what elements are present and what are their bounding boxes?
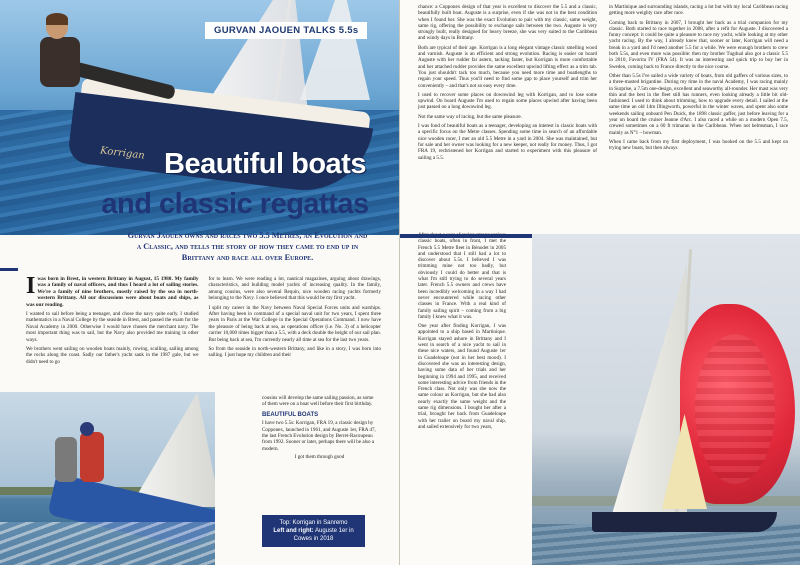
paragraph: cousins will develop the same sailing passion, as some of them were on a boat well before their first birthday.: [262, 395, 374, 408]
caption-bottom: Auguste 1er in Cowes in 2018: [293, 528, 354, 542]
right-column-1-continued: [418, 232, 506, 430]
paragraph: One year after finding Korrigan, I was appointed to a ship based in Martinique. Korrigan stayed ashore in Brittany and I went in search of a nice yacht to sail in these nice waters, and found Auguste 1er in Guadeloupe (not in her best mood). I discovered she was an interesting design, having some data of her trials and her beginning in 1994 and 1995, and received some interesting advice from friends in the French class. Not only was she now the same colour as Korrigan, but she had also nearly exactly the same weight and the same rig dimensions. I bought her after a trial, brought her back from Guadeloupe with her trailer on board my naval ship, and sailed extensively for two years,: [418, 323, 506, 430]
right-column-1: [418, 4, 597, 164]
column-1: [26, 273, 199, 380]
background-sail: [300, 0, 370, 100]
caption-top: Top: Korrigan in Sanremo: [279, 520, 348, 526]
right-body-columns: [418, 4, 788, 164]
paragraph: in Martinique and surrounding islands, racing a lot but with my local Caribbean racing getting more weighty race after race.: [609, 4, 788, 17]
subheading: BEAUTIFUL BOATS: [262, 411, 319, 418]
photo-auguste-spinnaker: [532, 234, 800, 565]
drop-cap: I: [26, 273, 36, 299]
photo-auguste-1er: [0, 392, 215, 565]
caption-label: Left and right:: [273, 528, 314, 534]
spray: [0, 522, 215, 565]
paragraph: Not the same way of racing, but the same pleasure.: [418, 113, 522, 120]
accent-rule: [0, 268, 18, 271]
hull: [592, 512, 777, 532]
paragraph: I wanted to sail before being a teenager, and chose the navy quite early. I studied mathematics in a Naval College by the seaside in Brest, and passed the exam for the Naval Academy in 2000. Otherwise I would have chosen the merchant navy. The most important thing was to sail, but the Navy also provided me training in other ways.: [26, 311, 199, 343]
standfirst: Gurvan Jaouen owns and races two 5.5 Metres, an Evolution and a Classic, and tells the story of how they came to end up in Brittany and race all over Europe.: [127, 231, 368, 262]
helmet: [80, 422, 94, 436]
headline-line-1: Beautiful boats: [164, 148, 366, 180]
photo-caption-box: [262, 515, 365, 547]
lead-paragraph: was born in Brest, in western Brittany in August, 15 1980. My family was a family of naval officers, and thus I heard a lot of sailing stories. We're a family of nine brothers, mostly raised by the sea in north-western Brittany. All our discussions were about boats and ships, as was our reading.: [26, 276, 199, 308]
paragraph: I used to recover some places on downwind leg with Korrigan, and to lose some upwind. On board Auguste I'm used to regain some places upwind after having been just passed on a long downwind leg.: [418, 91, 597, 111]
paragraph: I got them through good: [294, 454, 345, 461]
hull-name: Korrigan: [99, 145, 146, 162]
article-kicker: GURVAN JAOUEN TALKS 5.5s: [205, 22, 367, 39]
right-column-2: [609, 4, 788, 164]
paragraph: Coming back to Brittany in 2007, I brought her back as a trial companion for my classic. Both started to race together in 2008, after a refit for Auguste. I discovered a funny concept: it could be quite a pleasure to race my yacht, while looking at my other yacht racing. By the way, I already knew that, sooner or later, Korrigan will need a break in a yard and I'd need another 5.5 for a while. We were enough brothers to crew both 5.5s, and even more was possible: then my brother Tugdual also got a classic 5.5 in 2010, Favorita IV (FRA 54). It was an interesting and quick trip to buy her in Sweden, coming back to France directly to the nice course.: [609, 19, 788, 70]
paragraph: for to learn. We were reading a lot, nautical magazines, arguing about drawings, characteristics, and building model yachts of increasing quality. In the family, among cousins, were also several Requin, nice wooden racing yachts formerly belonging to the Navy. I once believed that this would be my first yacht.: [208, 276, 381, 302]
column-3: [262, 395, 377, 461]
paragraph: I split my career in the Navy between Naval Special Forces units and warships. After having been in command of a special naval unit for two years, I spent three years in Paris at the War College in the Special Operations Command. I now have the pleasure of being back at sea, as operations officer (i.e. No. 3) of a helicopter carrier 10,000 times bigger than a 5.5, with a deck double the height of our sail plan. But being back at sea, I'm currently nearly all time at sea for the last two years.: [208, 304, 381, 343]
paragraph: Other than 5.5s I've sailed a wide variety of boats, from old gaffers of various sizes, to a three-masted brigantine. During my time in the naval Academy, I was racing mainly in Surprise, a 7.5m one-design, excellent and seaworthy all-rounder. Her mast was very thin and the best in the fleet still has runners, even looking already a little bit old-fashioned. I used to think about trimming, how to upgrade every detail. I sailed at the same time an old 14m Illingworth, powerful in the winter waves, and spent also some weekends sailing onboard Pen Duick, the 1898 classic gaffer, just before leaving for a year on board the cruiser Jeanne d'Arc. I also raced a while on a modern Open 7.5, crewed sometimes on a 60 ft trimaran in the Caribbean. When not helmsman, I race mainly as N°1 – bowman.: [609, 72, 788, 136]
paragraph: I have two 5.5s: Korrigan, FRA 19, a classic design by Copponex, launched in 1961, and Auguste 1er, FRA 47, the last French Evolution design by Berret-Racoupeau from 1992. Sooner or later, perhaps there will be also a modern.: [262, 420, 376, 452]
crew-member: [80, 432, 104, 482]
paragraph: When I came back from my first deployment, I was hooked on the 5.5 and kept on trying new boats, but then always: [609, 138, 788, 152]
right-page: [400, 0, 800, 565]
paragraph: So from the seaside in north-western Brittany, and like in a story, I was born into sailing. I just hope my children and their: [208, 346, 381, 359]
column-2: [209, 276, 382, 380]
paragraph: I was fond of beautiful boats as a teenager, developing an interest in classic boats with a specific focus on the Metre classes. Spending some time in search of an affordable nice wooden racer, I met an old 5.5 Metre in a yard in 2004. She was maintained, but for sale and her owner was looking for a new keeper, not really for money. Thus, I got FRA 19, rechristened her Korrigan and started to experiment with this pleasure of sailing a 5.5.: [418, 123, 597, 161]
mainsail: [130, 392, 215, 507]
paragraph: We brothers went sailing on wooden boats mainly, rowing, sculling, sailing among the rocks along the coast. Sadly our father's yacht sank in the 1987 gale, but we didn't need to go: [26, 346, 199, 365]
paragraph: classic boats, often in front, I met the French 5.5 Metre fleet in Bénodet in 2005 and understood that I still had a lot to discover about 5.5s. I believed I was trimming mine not too badly, but obviously I could do better and that is what I'm still trying to do several years later. French 5.5 owners and crews have been incredibly welcoming in a way I had never encountered while racing other classes in France. With a real kind of family sailing spirit – coming from a big family I knew what it was.: [418, 238, 506, 320]
headline-line-2: and classic regattas: [101, 188, 369, 220]
accent-bar: [400, 234, 532, 238]
paragraph: Both are typical of their age. Korrigan is a long elegant vintage classic smelling wood and varnish. Auguste is an efficient and strong evolution. Racing is easier on board Auguste with her rudder far astern, tacking faster, but Korrigan is more comfortable and her attached rudder provides the same excellent upwind lifting effect as a trim tab. You just shouldn't tack too much, because you need more time and boatlengths to regain your speed. Thus you'll need to find some gap to place yourself and trim her conveniently – and that's not so easy every time.: [418, 44, 597, 89]
helmsman: [36, 15, 126, 115]
body-columns: [26, 273, 381, 380]
paragraph: chance: a Copponex design of that year is excellent to discover the 5.5 and a classic, beautifully built boat. Auguste is a surprise, even if she was not in the best condition when I found her. She was the exact Evolution to pair with my classic, same weight, same rig, offering the possibility to exchange sails between the two. Auguste is very strongly built, really designed for heavy breeze, she was very suited to the Caribbean and windy days in Brittany.: [418, 4, 597, 42]
crew-member: [55, 437, 77, 482]
